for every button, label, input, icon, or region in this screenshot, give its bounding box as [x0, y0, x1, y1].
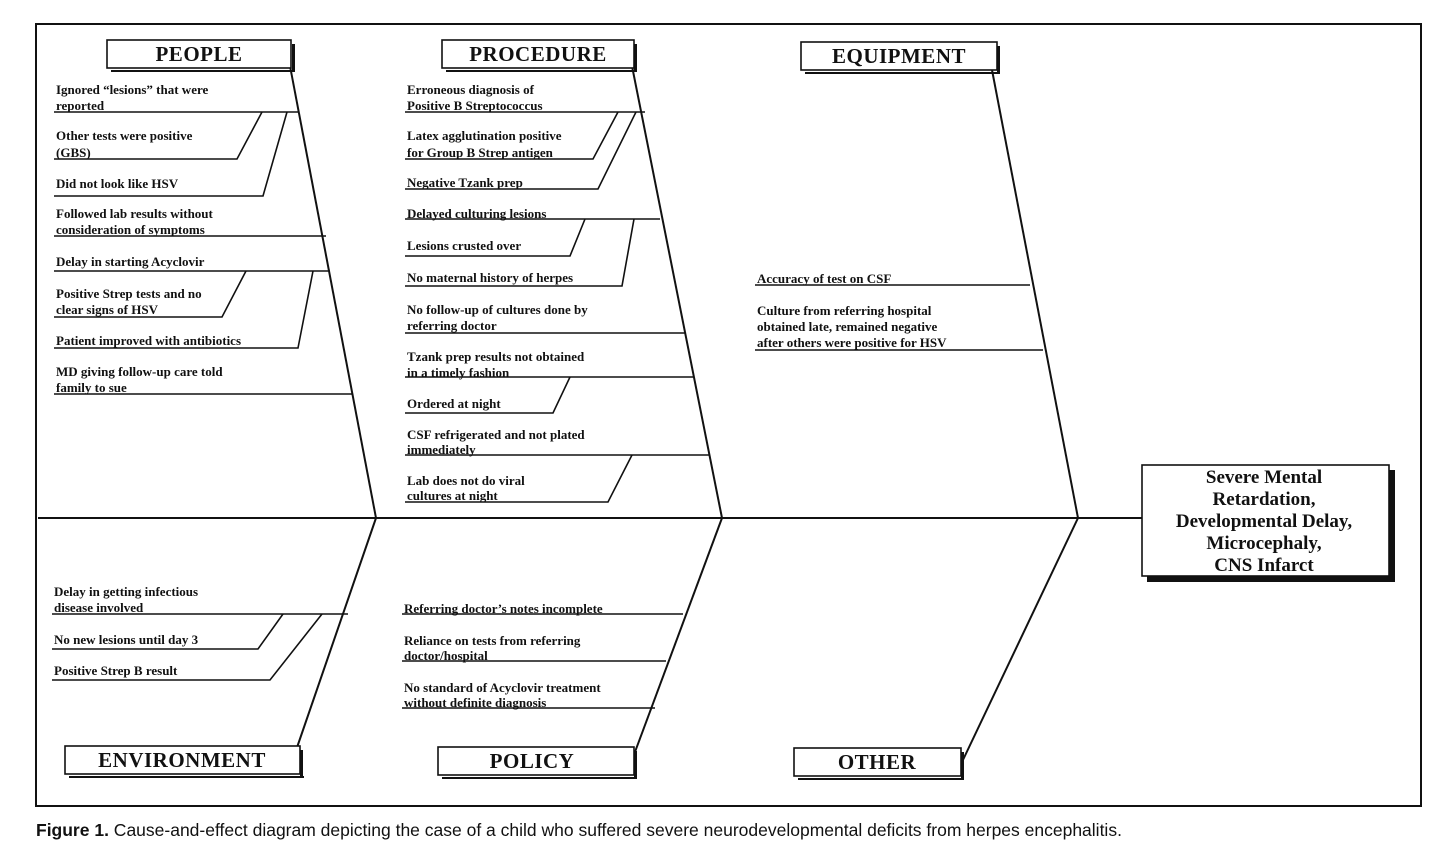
effect-line: Developmental Delay, — [1175, 511, 1353, 532]
cause-text: doctor/hospital — [404, 648, 488, 663]
bone-other — [962, 518, 1078, 762]
cause-text: Did not look like HSV — [56, 176, 179, 191]
cause-text: disease involved — [54, 600, 144, 615]
effect-line: Retardation, — [1212, 489, 1316, 510]
cause-text: Latex agglutination positive — [407, 128, 562, 143]
category-policy — [438, 747, 637, 779]
cause-text: CSF refrigerated and not plated — [407, 427, 585, 442]
cause-text: after others were positive for HSV — [757, 335, 947, 350]
cause-text: Lab does not do viral — [407, 473, 525, 488]
cause-text: MD giving follow-up care told — [56, 364, 223, 379]
cause-text: referring doctor — [407, 318, 497, 333]
cause-text: for Group B Strep antigen — [407, 145, 553, 160]
procedure-causes — [405, 82, 709, 503]
cause-text: No follow-up of cultures done by — [407, 302, 588, 317]
bone-procedure — [632, 66, 722, 518]
cause-text: Reliance on tests from referring — [404, 633, 581, 648]
category-environment — [65, 746, 304, 778]
cause-text: family to sue — [56, 380, 127, 395]
cause-text: immediately — [407, 442, 476, 457]
cause-text: Culture from referring hospital — [757, 303, 932, 318]
cause-text: Positive B Streptococcus — [407, 98, 543, 113]
category-label-other: OTHER — [837, 750, 917, 774]
figure-label: Figure 1. — [36, 820, 109, 840]
cause-text: No standard of Acyclovir treatment — [404, 680, 601, 695]
diagram-frame — [36, 24, 1421, 806]
effect-line: Microcephaly, — [1206, 533, 1322, 554]
cause-text: Delay in getting infectious — [54, 584, 199, 599]
bone-people — [290, 66, 376, 518]
bone-environment — [292, 518, 376, 762]
cause-text: Negative Tzank prep — [407, 175, 523, 190]
cause-text: Ordered at night — [407, 396, 501, 411]
category-label-equipment: EQUIPMENT — [831, 44, 967, 68]
category-label-policy: POLICY — [489, 749, 575, 773]
cause-text: cultures at night — [407, 488, 498, 503]
cause-text: Referring doctor’s notes incomplete — [404, 601, 603, 616]
policy-causes — [402, 601, 683, 710]
cause-text: clear signs of HSV — [56, 302, 158, 317]
cause-text: in a timely fashion — [407, 365, 510, 380]
cause-text: Tzank prep results not obtained — [407, 349, 585, 364]
cause-text: obtained late, remained negative — [757, 319, 938, 334]
cause-text: No new lesions until day 3 — [54, 632, 199, 647]
equipment-causes — [755, 271, 1043, 350]
cause-text: Patient improved with antibiotics — [56, 333, 242, 348]
cause-text: (GBS) — [56, 145, 91, 160]
cause-text: Erroneous diagnosis of — [407, 82, 534, 97]
category-label-environment: ENVIRONMENT — [98, 748, 266, 772]
cause-text: Lesions crusted over — [407, 238, 522, 253]
category-other — [794, 748, 964, 780]
cause-text: Positive Strep tests and no — [56, 286, 202, 301]
cause-text: Delayed culturing lesions — [407, 206, 547, 221]
cause-text: consideration of symptoms — [56, 222, 205, 237]
cause-text: No maternal history of herpes — [407, 270, 574, 285]
cause-text: Delay in starting Acyclovir — [56, 254, 205, 269]
category-people — [107, 40, 295, 72]
cause-text: Other tests were positive — [56, 128, 193, 143]
cause-text: reported — [56, 98, 105, 113]
cause-text: without definite diagnosis — [404, 695, 547, 710]
category-procedure — [442, 40, 637, 72]
category-label-people: PEOPLE — [155, 42, 243, 66]
category-equipment — [801, 42, 1000, 74]
effect-line: CNS Infarct — [1214, 555, 1314, 576]
bone-equipment — [992, 70, 1078, 518]
cause-text: Ignored “lesions” that were — [56, 82, 209, 97]
people-causes — [54, 82, 352, 395]
category-label-procedure: PROCEDURE — [469, 42, 607, 66]
effect-line: Severe Mental — [1205, 467, 1323, 488]
cause-text: Followed lab results without — [56, 206, 213, 221]
figure-caption-text: Cause-and-effect diagram depicting the case of a child who suffered severe neurodevelopmental deficits from herpes encephalitis. — [108, 820, 1122, 840]
figure-caption — [36, 820, 1426, 859]
bone-policy — [632, 518, 722, 760]
effect-box — [1142, 465, 1395, 582]
cause-text: Accuracy of test on CSF — [757, 271, 892, 286]
cause-text: Positive Strep B result — [54, 663, 178, 678]
environment-causes — [52, 584, 348, 680]
